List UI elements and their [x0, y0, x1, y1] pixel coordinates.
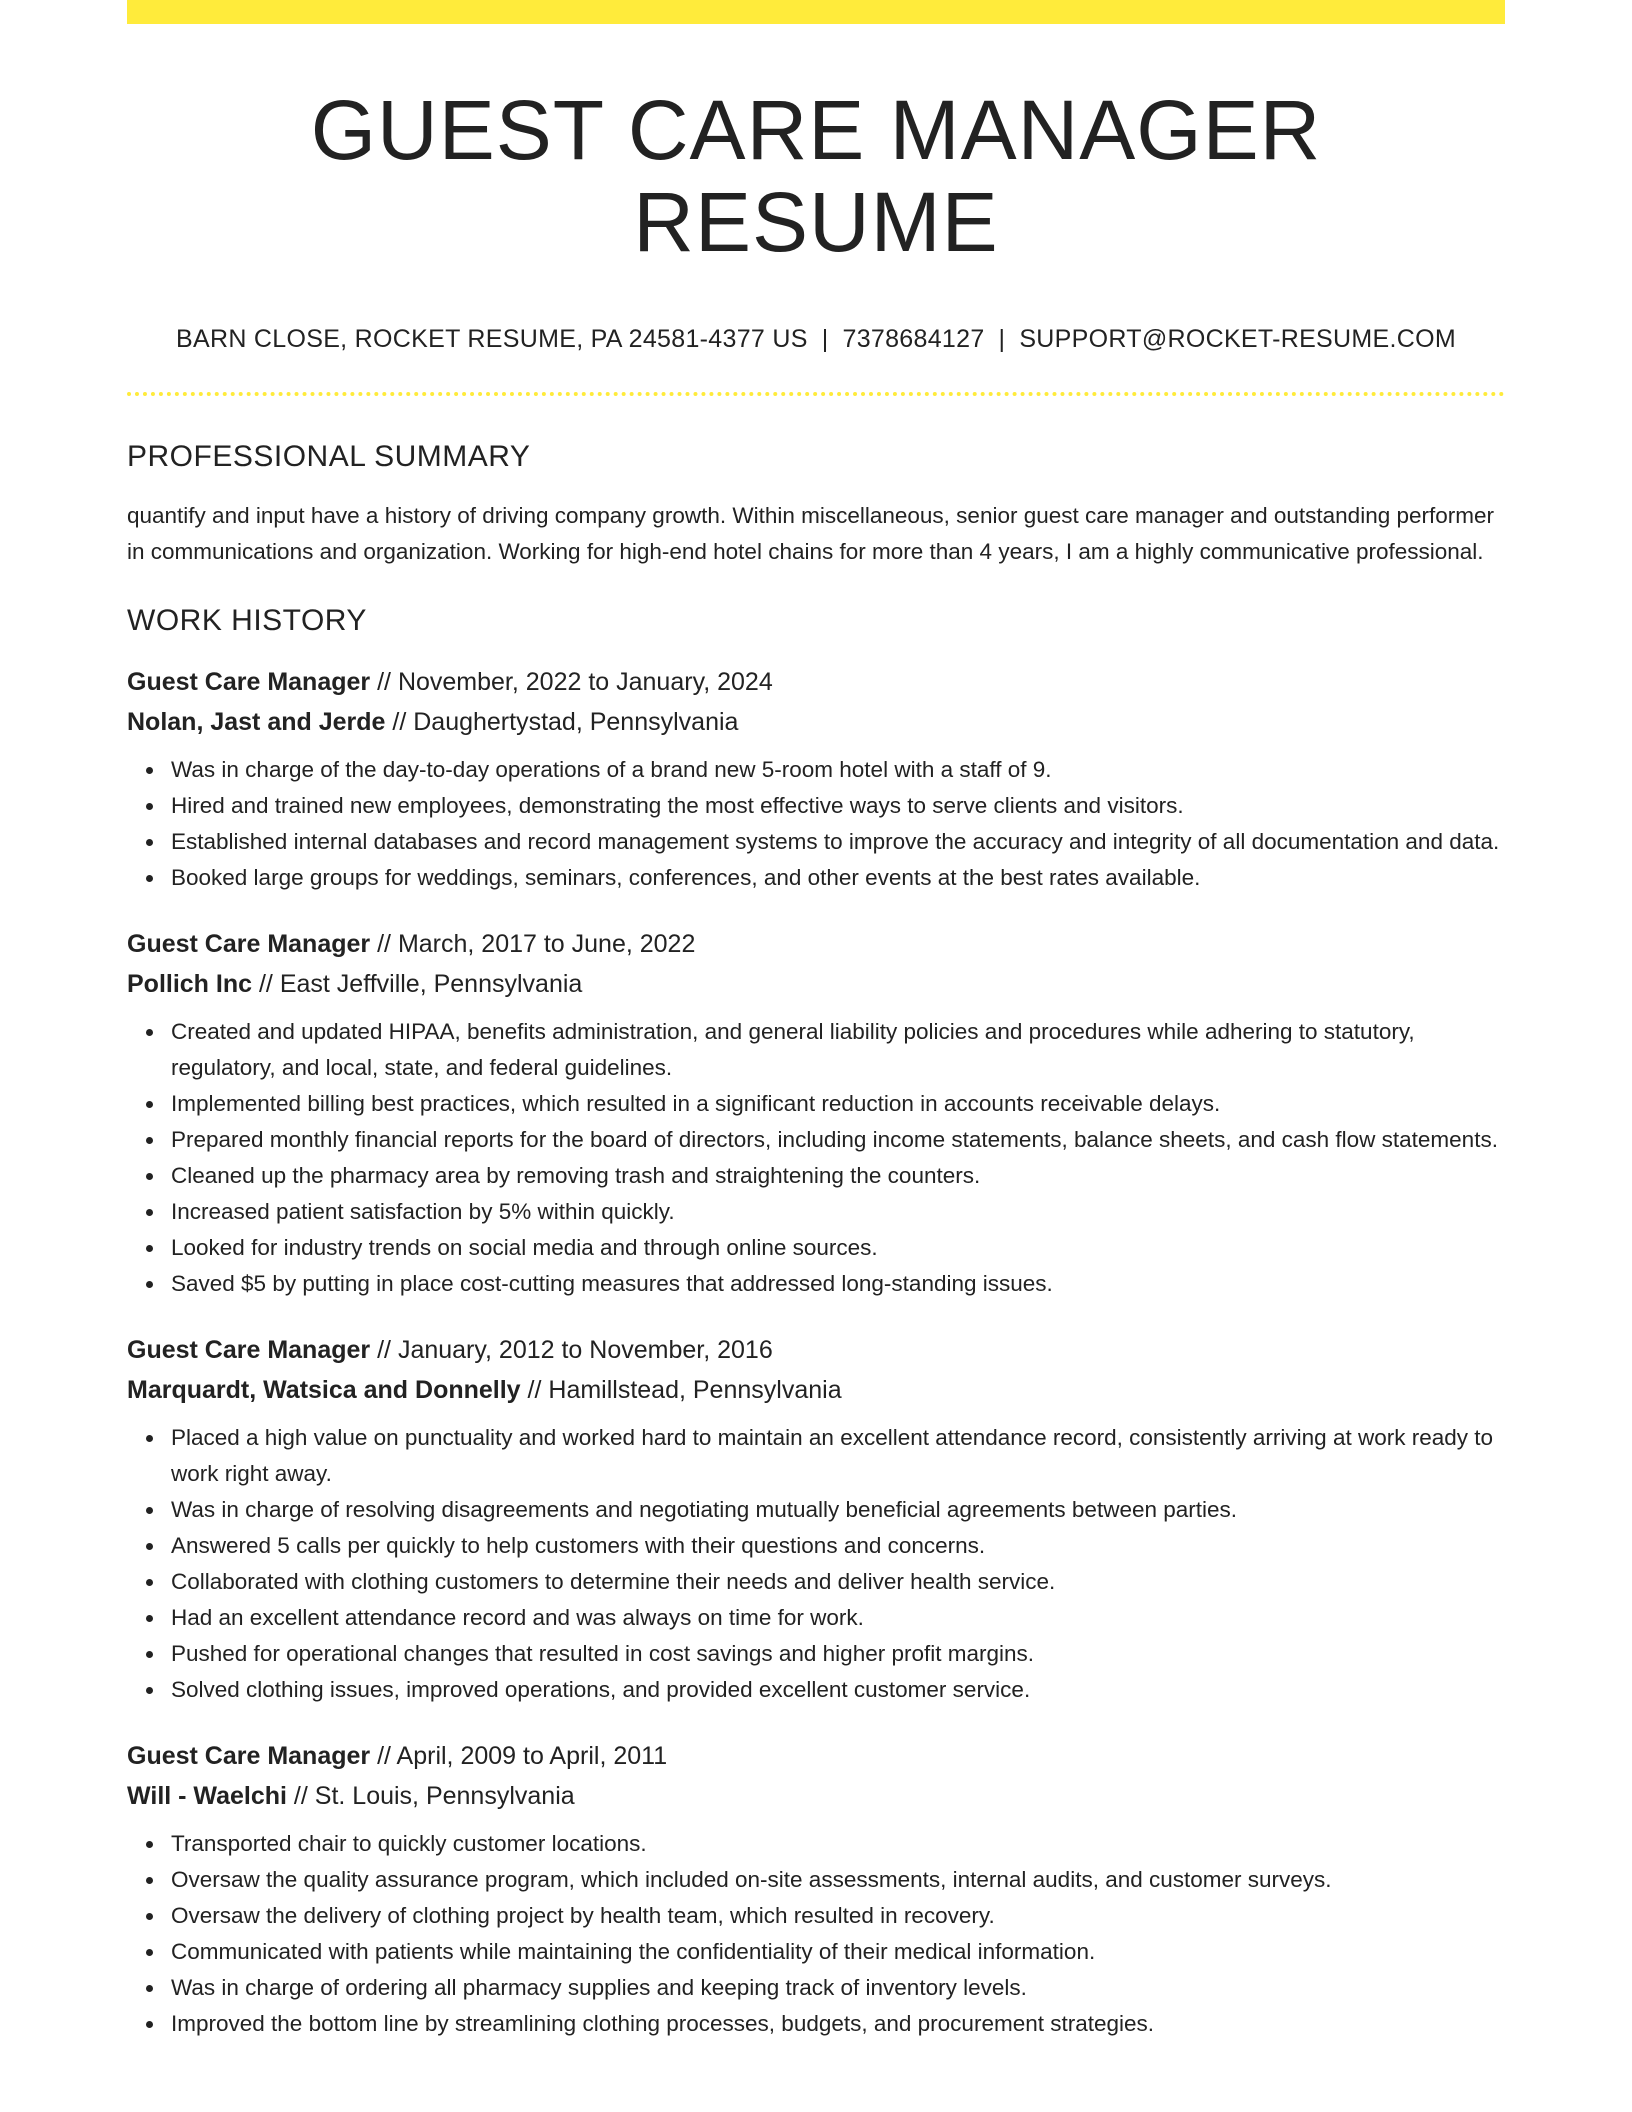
job-entry — [127, 662, 1505, 896]
job-bullet-item: Oversaw the delivery of clothing project by health team, which resulted in recovery. — [171, 1898, 1505, 1934]
job-bullet-item: Looked for industry trends on social media and through online sources. — [171, 1230, 1505, 1266]
job-company: Will - Waelchi — [127, 1781, 287, 1810]
job-company: Pollich Inc — [127, 969, 253, 998]
job-company-line — [127, 702, 1505, 742]
job-separator: // — [370, 1335, 398, 1364]
job-title: Guest Care Manager — [127, 1741, 371, 1770]
job-bullet-item: Oversaw the quality assurance program, which included on-site assessments, internal audits, and customer surveys. — [171, 1862, 1505, 1898]
job-dates: March, 2017 to June, 2022 — [397, 929, 696, 958]
job-bullet-item: Established internal databases and record management systems to improve the accuracy and integrity of all documentation and data. — [171, 824, 1505, 860]
contact-address: BARN CLOSE, ROCKET RESUME, PA 24581-4377 US — [176, 324, 808, 353]
job-list — [127, 662, 1505, 2042]
job-entry — [127, 924, 1505, 1302]
summary-heading: PROFESSIONAL SUMMARY — [127, 439, 531, 473]
job-separator: // — [370, 1741, 397, 1770]
job-bullet-item: Solved clothing issues, improved operations, and provided excellent customer service. — [171, 1672, 1505, 1708]
job-bullet-item: Communicated with patients while maintaining the confidentiality of their medical information. — [171, 1934, 1505, 1970]
dotted-divider — [127, 392, 1505, 396]
job-bullet-item: Was in charge of resolving disagreements and negotiating mutually beneficial agreements between parties. — [171, 1492, 1505, 1528]
job-company: Nolan, Jast and Jerde — [127, 707, 386, 736]
job-bullet-item: Increased patient satisfaction by 5% within quickly. — [171, 1194, 1505, 1230]
job-separator: // — [370, 929, 398, 958]
contact-separator: | — [998, 324, 1006, 353]
job-entry — [127, 1736, 1505, 2042]
job-company-line — [127, 1370, 1505, 1410]
contact-email[interactable]: SUPPORT@ROCKET-RESUME.COM — [1019, 324, 1456, 353]
job-separator: // — [385, 707, 414, 736]
job-bullet-item: Saved $5 by putting in place cost-cutting measures that addressed long-standing issues. — [171, 1266, 1505, 1302]
work-history-heading: WORK HISTORY — [127, 603, 367, 637]
job-title-line — [127, 1330, 1505, 1370]
job-title-line — [127, 1736, 1505, 1776]
job-company-line — [127, 1776, 1505, 1816]
job-location: East Jeffville, Pennsylvania — [279, 969, 583, 998]
job-bullet-item: Placed a high value on punctuality and worked hard to maintain an excellent attendance record, consistently arriving at work ready to work right away. — [171, 1420, 1505, 1492]
contact-line — [127, 325, 1505, 354]
job-title-line — [127, 662, 1505, 702]
job-bullets — [127, 752, 1505, 896]
resume-title: GUEST CARE MANAGER RESUME — [310, 83, 1322, 270]
summary-text: quantify and input have a history of driving company growth. Within miscellaneous, senior guest care manager and outstanding performer in communications and organization. Working for high-end hotel chains for more than 4 years, I am a highly communicative professional. — [127, 502, 1494, 564]
job-bullet-item: Booked large groups for weddings, seminars, conferences, and other events at the best rates available. — [171, 860, 1505, 896]
job-title: Guest Care Manager — [127, 1335, 371, 1364]
job-bullet-item: Collaborated with clothing customers to determine their needs and deliver health service. — [171, 1564, 1505, 1600]
job-bullet-item: Transported chair to quickly customer locations. — [171, 1826, 1505, 1862]
job-location: St. Louis, Pennsylvania — [314, 1781, 575, 1810]
contact-separator: | — [821, 324, 829, 353]
job-bullet-item: Had an excellent attendance record and was always on time for work. — [171, 1600, 1505, 1636]
job-bullet-item: Answered 5 calls per quickly to help customers with their questions and concerns. — [171, 1528, 1505, 1564]
job-bullet-item: Prepared monthly financial reports for the board of directors, including income statements, balance sheets, and cash flow statements. — [171, 1122, 1505, 1158]
job-bullet-item: Improved the bottom line by streamlining clothing processes, budgets, and procurement strategies. — [171, 2006, 1505, 2042]
top-accent-bar — [127, 0, 1505, 24]
job-separator: // — [520, 1375, 549, 1404]
job-bullet-item: Created and updated HIPAA, benefits administration, and general liability policies and procedures while adhering to statutory, regulatory, and local, state, and federal guidelines. — [171, 1014, 1505, 1086]
contact-phone: 7378684127 — [842, 324, 985, 353]
job-title: Guest Care Manager — [127, 667, 371, 696]
job-title: Guest Care Manager — [127, 929, 371, 958]
job-dates: April, 2009 to April, 2011 — [396, 1741, 668, 1770]
job-bullet-item: Was in charge of ordering all pharmacy supplies and keeping track of inventory levels. — [171, 1970, 1505, 2006]
job-separator: // — [370, 667, 398, 696]
job-bullet-item: Was in charge of the day-to-day operations of a brand new 5-room hotel with a staff of 9. — [171, 752, 1505, 788]
job-separator: // — [252, 969, 280, 998]
job-separator: // — [286, 1781, 315, 1810]
job-bullets — [127, 1014, 1505, 1302]
job-title-line — [127, 924, 1505, 964]
job-entry — [127, 1330, 1505, 1708]
job-dates: November, 2022 to January, 2024 — [397, 667, 773, 696]
job-location: Daughertystad, Pennsylvania — [413, 707, 739, 736]
job-bullet-item: Hired and trained new employees, demonstrating the most effective ways to serve clients and visitors. — [171, 788, 1505, 824]
job-company-line — [127, 964, 1505, 1004]
job-location: Hamillstead, Pennsylvania — [548, 1375, 842, 1404]
job-bullet-item: Implemented billing best practices, which resulted in a significant reduction in accounts receivable delays. — [171, 1086, 1505, 1122]
job-dates: January, 2012 to November, 2016 — [397, 1335, 773, 1364]
job-bullet-item: Pushed for operational changes that resulted in cost savings and higher profit margins. — [171, 1636, 1505, 1672]
job-bullets — [127, 1420, 1505, 1708]
job-bullets — [127, 1826, 1505, 2042]
job-company: Marquardt, Watsica and Donnelly — [127, 1375, 521, 1404]
resume-page — [127, 0, 1505, 2042]
job-bullet-item: Cleaned up the pharmacy area by removing trash and straightening the counters. — [171, 1158, 1505, 1194]
